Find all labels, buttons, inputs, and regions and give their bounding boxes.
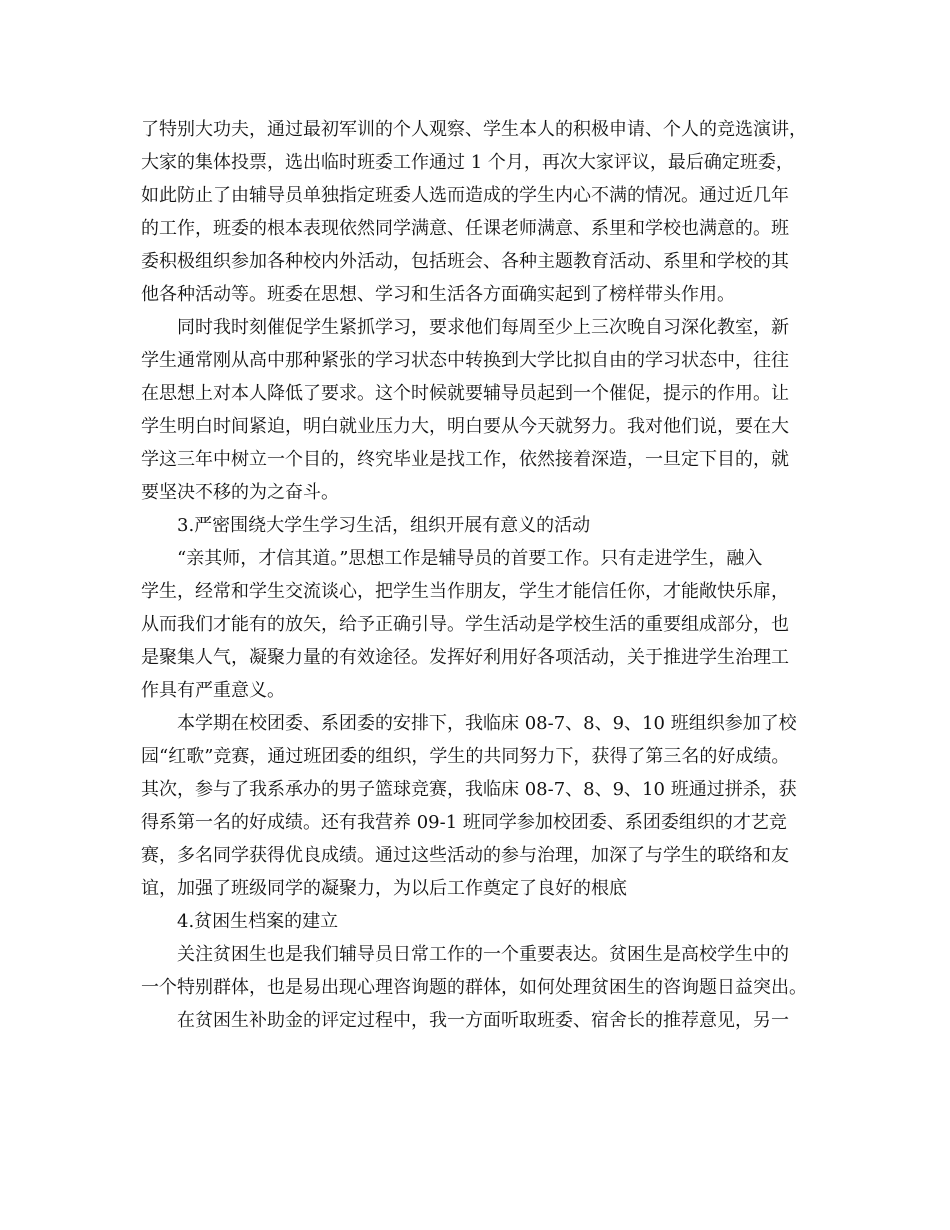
paragraph-first-line: 关注贫困生也是我们辅导员日常工作的一个重要表达。贫困生是高校学生中的 xyxy=(177,944,789,965)
text-line: 谊，加强了班级同学的凝聚力，为以后工作奠定了良好的根底 xyxy=(141,878,627,899)
text-line: 学生明白时间紧迫，明白就业压力大，明白要从今天就努力。我对他们说，要在大 xyxy=(141,416,789,437)
text-line: 在思想上对本人降低了要求。这个时候就要辅导员起到一个催促，提示的作用。让 xyxy=(141,383,789,404)
text-line: 大家的集体投票，选出临时班委工作通过 1 个月，再次大家评议，最后确定班委， xyxy=(141,152,794,173)
paragraph-first-line: 同时我时刻催促学生紧抓学习，要求他们每周至少上三次晚自习深化教室，新 xyxy=(177,317,789,338)
text-line: 学这三年中树立一个目的，终究毕业是找工作，依然接着深造，一旦定下目的，就 xyxy=(141,449,789,470)
paragraph-first-line: 4.贫困生档案的建立 xyxy=(177,911,339,932)
text-line: 了特别大功夫，通过最初军训的个人观察、学生本人的积极申请、个人的竞选演讲， xyxy=(141,119,807,140)
paragraph-first-line: 3.严密围绕大学生学习生活，组织开展有意义的活动 xyxy=(177,515,591,536)
text-line: 要坚决不移的为之奋斗。 xyxy=(141,482,339,503)
text-line: 如此防止了由辅导员单独指定班委人选而造成的学生内心不满的情况。通过近几年 xyxy=(141,185,789,206)
text-line: 委积极组织参加各种校内外活动，包括班会、各种主题教育活动、系里和学校的其 xyxy=(141,251,789,272)
text-line: 作具有严重意义。 xyxy=(141,680,285,701)
text-line: 其次，参与了我系承办的男子篮球竞赛，我临床 08-7、8、9、10 班通过拼杀，获 xyxy=(141,779,797,800)
text-line: 赛，多名同学获得优良成绩。通过这些活动的参与治理，加深了与学生的联络和友 xyxy=(141,845,789,866)
paragraph-first-line: “亲其师，才信其道。”思想工作是辅导员的首要工作。只有走进学生，融入 xyxy=(177,548,763,569)
body-text xyxy=(141,113,821,1037)
text-line: 园“红歌”竞赛，通过班团委的组织，学生的共同努力下，获得了第三名的好成绩。 xyxy=(141,746,790,767)
paragraph-first-line: 在贫困生补助金的评定过程中，我一方面听取班委、宿舍长的推荐意见，另一 xyxy=(177,1010,789,1031)
paragraph-first-line: 本学期在校团委、系团委的安排下，我临床 08-7、8、9、10 班组织参加了校 xyxy=(177,713,797,734)
text-line: 学生，经常和学生交流谈心，把学生当作朋友，学生才能信任你，才能敞快乐扉， xyxy=(141,581,789,602)
text-line: 得系第一名的好成绩。还有我营养 09-1 班同学参加校团委、系团委组织的才艺竞 xyxy=(141,812,787,833)
text-line: 是聚集人气，凝聚力量的有效途径。发挥好利用好各项活动，关于推进学生治理工 xyxy=(141,647,789,668)
text-line: 从而我们才能有的放矢，给予正确引导。学生活动是学校生活的重要组成部分，也 xyxy=(141,614,789,635)
text-line: 他各种活动等。班委在思想、学习和生活各方面确实起到了榜样带头作用。 xyxy=(141,284,735,305)
text-line: 的工作，班委的根本表现依然同学满意、任课老师满意、系里和学校也满意的。班 xyxy=(141,218,789,239)
text-line: 一个特别群体，也是易出现心理咨询题的群体，如何处理贫困生的咨询题日益突出。 xyxy=(141,977,807,998)
text-line: 学生通常刚从高中那种紧张的学习状态中转换到大学比拟自由的学习状态中，往往 xyxy=(141,350,789,371)
